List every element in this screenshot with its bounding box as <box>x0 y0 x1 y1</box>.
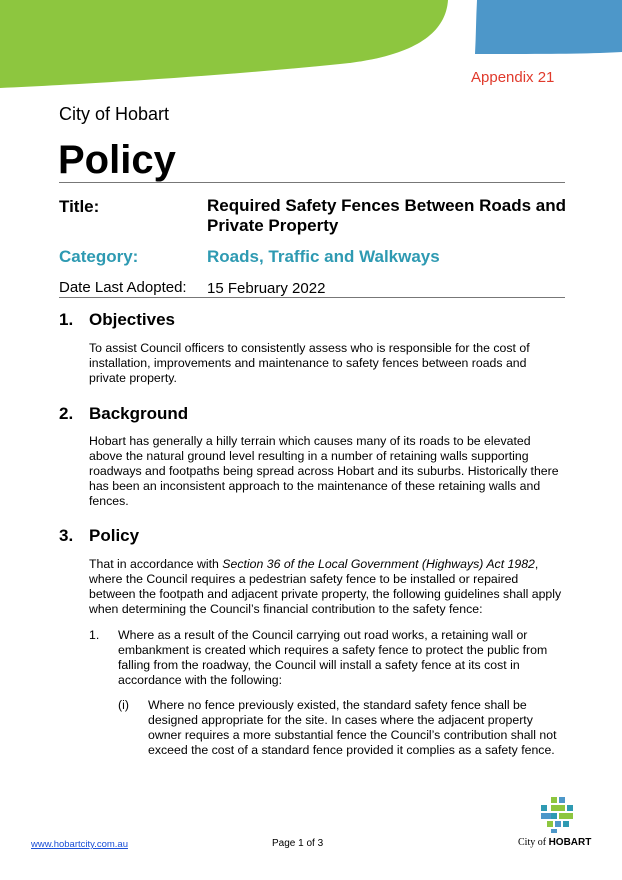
section-number: 3. <box>59 526 74 545</box>
sub-item-text: Where no fence previously existed, the standard safety fence shall be designed appropriate for the site. In cases where the adjacent property owner requires a more substantial fence the Council’s contribution shall not exceed the cost of a standard fence provided it complies as a safety fence. <box>148 698 557 757</box>
divider-bottom <box>59 297 565 298</box>
logo-name: HOBART <box>548 837 592 848</box>
appendix-label: Appendix 21 <box>471 69 555 86</box>
blue-wave <box>475 0 622 54</box>
act-reference: Section 36 of the Local Government (Highways) Act 1982 <box>222 557 535 571</box>
policy-intro-text <box>89 557 563 617</box>
sub-item-number: (i) <box>118 698 129 712</box>
section-title-background: Background <box>89 404 189 423</box>
policy-intro-post: , where the Council requires a pedestrian safety fence to be installed or repaired between the footpath and adjacent private property, the following guidelines shall apply when determining the Council’s financial contribution to the safety fence: <box>89 557 562 616</box>
section-number: 1. <box>59 310 74 329</box>
logo-wordmark <box>518 837 591 848</box>
page-number: Page 1 of 3 <box>272 838 324 849</box>
divider-top <box>59 182 565 183</box>
background-text: Hobart has generally a hilly terrain which causes many of its roads to be elevated above the natural ground level resulting in a number of retaining walls supporting roadways and footpaths being spread across Hobart and its suburbs. Historically there has been an inconsistent approach to the maintenance of these retaining walls and fences. <box>89 434 559 508</box>
section-title-policy: Policy <box>89 526 140 545</box>
section-title-objectives: Objectives <box>89 310 175 329</box>
title-label: Title: <box>59 197 100 216</box>
website-link[interactable]: www.hobartcity.com.au <box>31 839 128 850</box>
section-number: 2. <box>59 404 74 423</box>
list-item-number: 1. <box>89 628 100 642</box>
adopted-value: 15 February 2022 <box>207 280 326 297</box>
org-name: City of Hobart <box>59 104 170 124</box>
page-title: Policy <box>58 138 176 182</box>
objectives-text: To assist Council officers to consistently assess who is responsible for the cost of installation, improvements and maintenance to safety fences between roads and private property. <box>89 341 530 385</box>
category-value: Roads, Traffic and Walkways <box>207 247 440 266</box>
list-item-text: Where as a result of the Council carrying out road works, a retaining wall or embankment is created which requires a safety fence to protect the public from falling from the roadway, the Council will install a safety fence at its cost in accordance with the following: <box>118 628 548 687</box>
adopted-label: Date Last Adopted: <box>59 279 187 296</box>
hobart-logo-icon <box>537 795 577 835</box>
title-value: Required Safety Fences Between Roads and Private Property <box>207 196 566 235</box>
policy-intro-pre: That in accordance with <box>89 557 223 571</box>
green-wave <box>0 0 448 88</box>
category-label: Category: <box>59 247 139 266</box>
logo-city: City of <box>518 837 547 848</box>
